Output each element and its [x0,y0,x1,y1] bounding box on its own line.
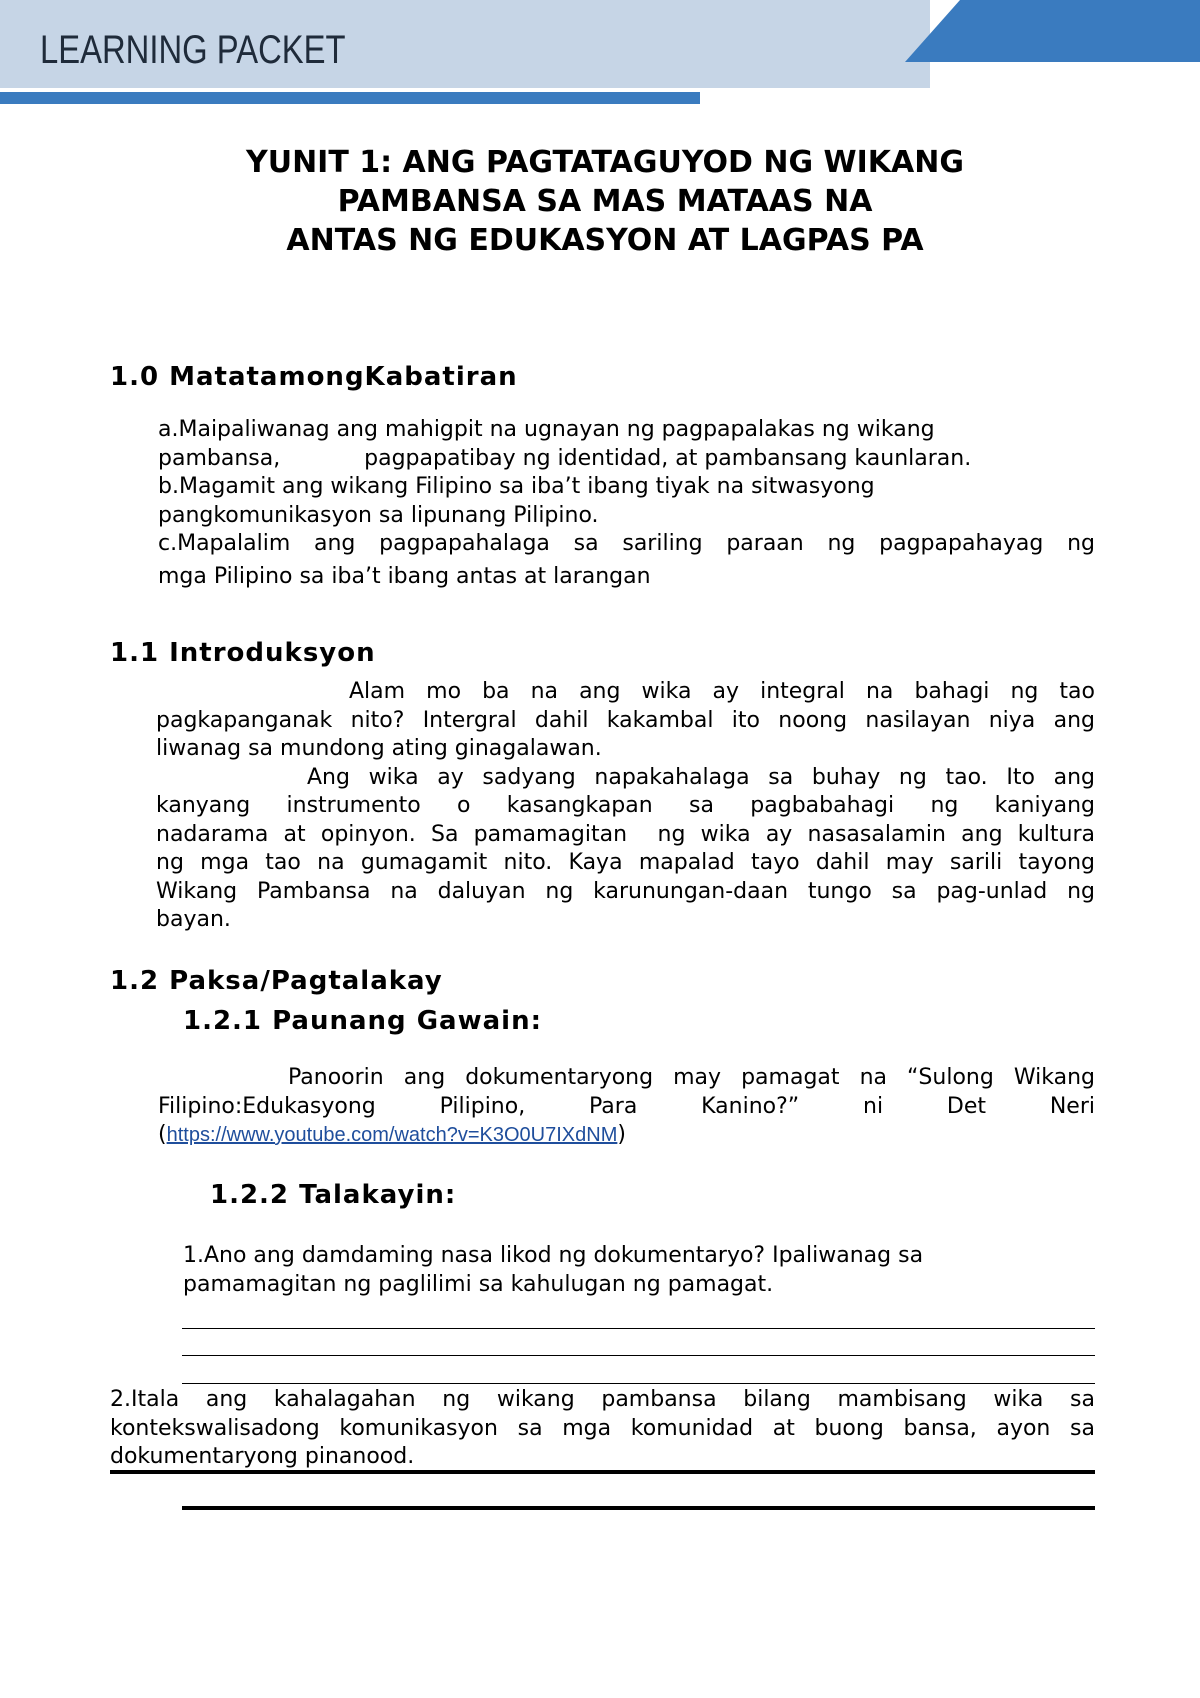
banner-dark-shape [905,0,1200,62]
activity-line: Filipino:Edukasyong Pilipino, Para Kanino?” ni Det Neri [158,1093,1095,1119]
intro-p1-line: pagkapanganak nito? Intergral dahil kakambal ito noong nasilayan niya ang [156,707,1095,733]
objective-c-line: c.Mapalalim ang pagpapahalaga sa sariling paraan ng pagpapahayag ng [158,531,1095,556]
answer-line[interactable] [182,1383,1095,1384]
intro-p1-line: Alam mo ba na ang wika ay integral na bahagi ng tao [349,679,1095,704]
header-banner [0,0,1200,110]
objective-b-line: pangkomunikasyon sa lipunang Pilipino. [158,502,599,528]
objective-c-line: mga Pilipino sa iba’t ibang antas at larangan [158,563,651,589]
objective-a-line: pambansa, pagpapatibay ng identidad, at pambansang kaunlaran. [158,445,972,471]
activity-line: Panoorin ang dokumentaryong may pamagat na “Sulong Wikang [288,1065,1095,1090]
section-heading-introduction: 1.1 Introduksyon [110,638,376,668]
question-1-line: pamamagitan ng paglilimi sa kahulugan ng pamagat. [183,1271,774,1297]
section-heading-topic: 1.2 Paksa/Pagtalakay [110,966,443,996]
intro-p2-line: Wikang Pambansa na daluyan ng karunungan-daan tungo sa pag-unlad ng [156,878,1095,904]
question-1-line: 1.Ano ang damdaming nasa likod ng dokumentaryo? Ipaliwanag sa [183,1243,924,1268]
question-2-line: 2.Itala ang kahalagahan ng wikang pambansa bilang mambisang wika sa [110,1387,1095,1412]
answer-line[interactable] [182,1328,1095,1329]
intro-p2-line: ng mga tao na gumagamit nito. Kaya mapalad tayo dahil may sarili tayong [156,850,1095,875]
paren-close: ) [617,1122,626,1147]
question-1 [183,1242,1095,1299]
activity-link-line [158,1121,1095,1150]
banner-title: LEARNING PACKET [40,28,346,72]
youtube-link[interactable]: https://www.youtube.com/watch?v=K3O0U7IXdNM [166,1124,618,1146]
page-title-line: PAMBANSA SA MAS MATAAS NA [337,184,873,219]
objective-a-line: a.Maipaliwanag ang mahigpit na ugnayan ng pagpapalakas ng wikang [158,417,935,442]
intro-p1-line: liwanag sa mundong ating ginagalawan. [156,736,602,761]
banner-underline-strip [0,92,700,104]
answer-line[interactable] [182,1506,1095,1510]
objective-b-line: b.Magamit ang wikang Filipino sa iba’t ibang tiyak na sitwasyong [158,474,875,499]
initial-activity-text [158,1064,1095,1150]
page-title-line: ANTAS NG EDUKASYON AT LAGPAS PA [286,223,924,258]
page-title [110,143,1100,260]
answer-line[interactable] [110,1470,1095,1474]
section-heading-objectives: 1.0 MatatamongKabatiran [110,362,518,392]
page-title-line: YUNIT 1: ANG PAGTATAGUYOD NG WIKANG [245,145,964,180]
intro-p2-line: Ang wika ay sadyang napakahalaga sa buhay ng tao. Ito ang [307,764,1095,790]
question-2-line: kontekswalisadong komunikasyon sa mga komunidad at buong bansa, ayon sa [110,1415,1095,1441]
intro-p2-line: bayan. [156,907,231,932]
subsection-heading-discussion: 1.2.2 Talakayin: [210,1180,457,1210]
objectives-list [158,416,1095,591]
introduction-text [156,678,1095,935]
paren-open: ( [158,1122,167,1147]
intro-p2-line: kanyang instrumento o kasangkapan sa pagbabahagi ng kaniyang [156,793,1095,818]
question-2 [110,1386,1095,1472]
intro-p2-line: nadarama at opinyon. Sa pamamagitan ng wika ay nasasalamin ang kultura [156,821,1095,847]
subsection-heading-initial-activity: 1.2.1 Paunang Gawain: [183,1006,542,1036]
answer-line[interactable] [182,1355,1095,1356]
question-2-line: dokumentaryong pinanood. [110,1444,415,1469]
